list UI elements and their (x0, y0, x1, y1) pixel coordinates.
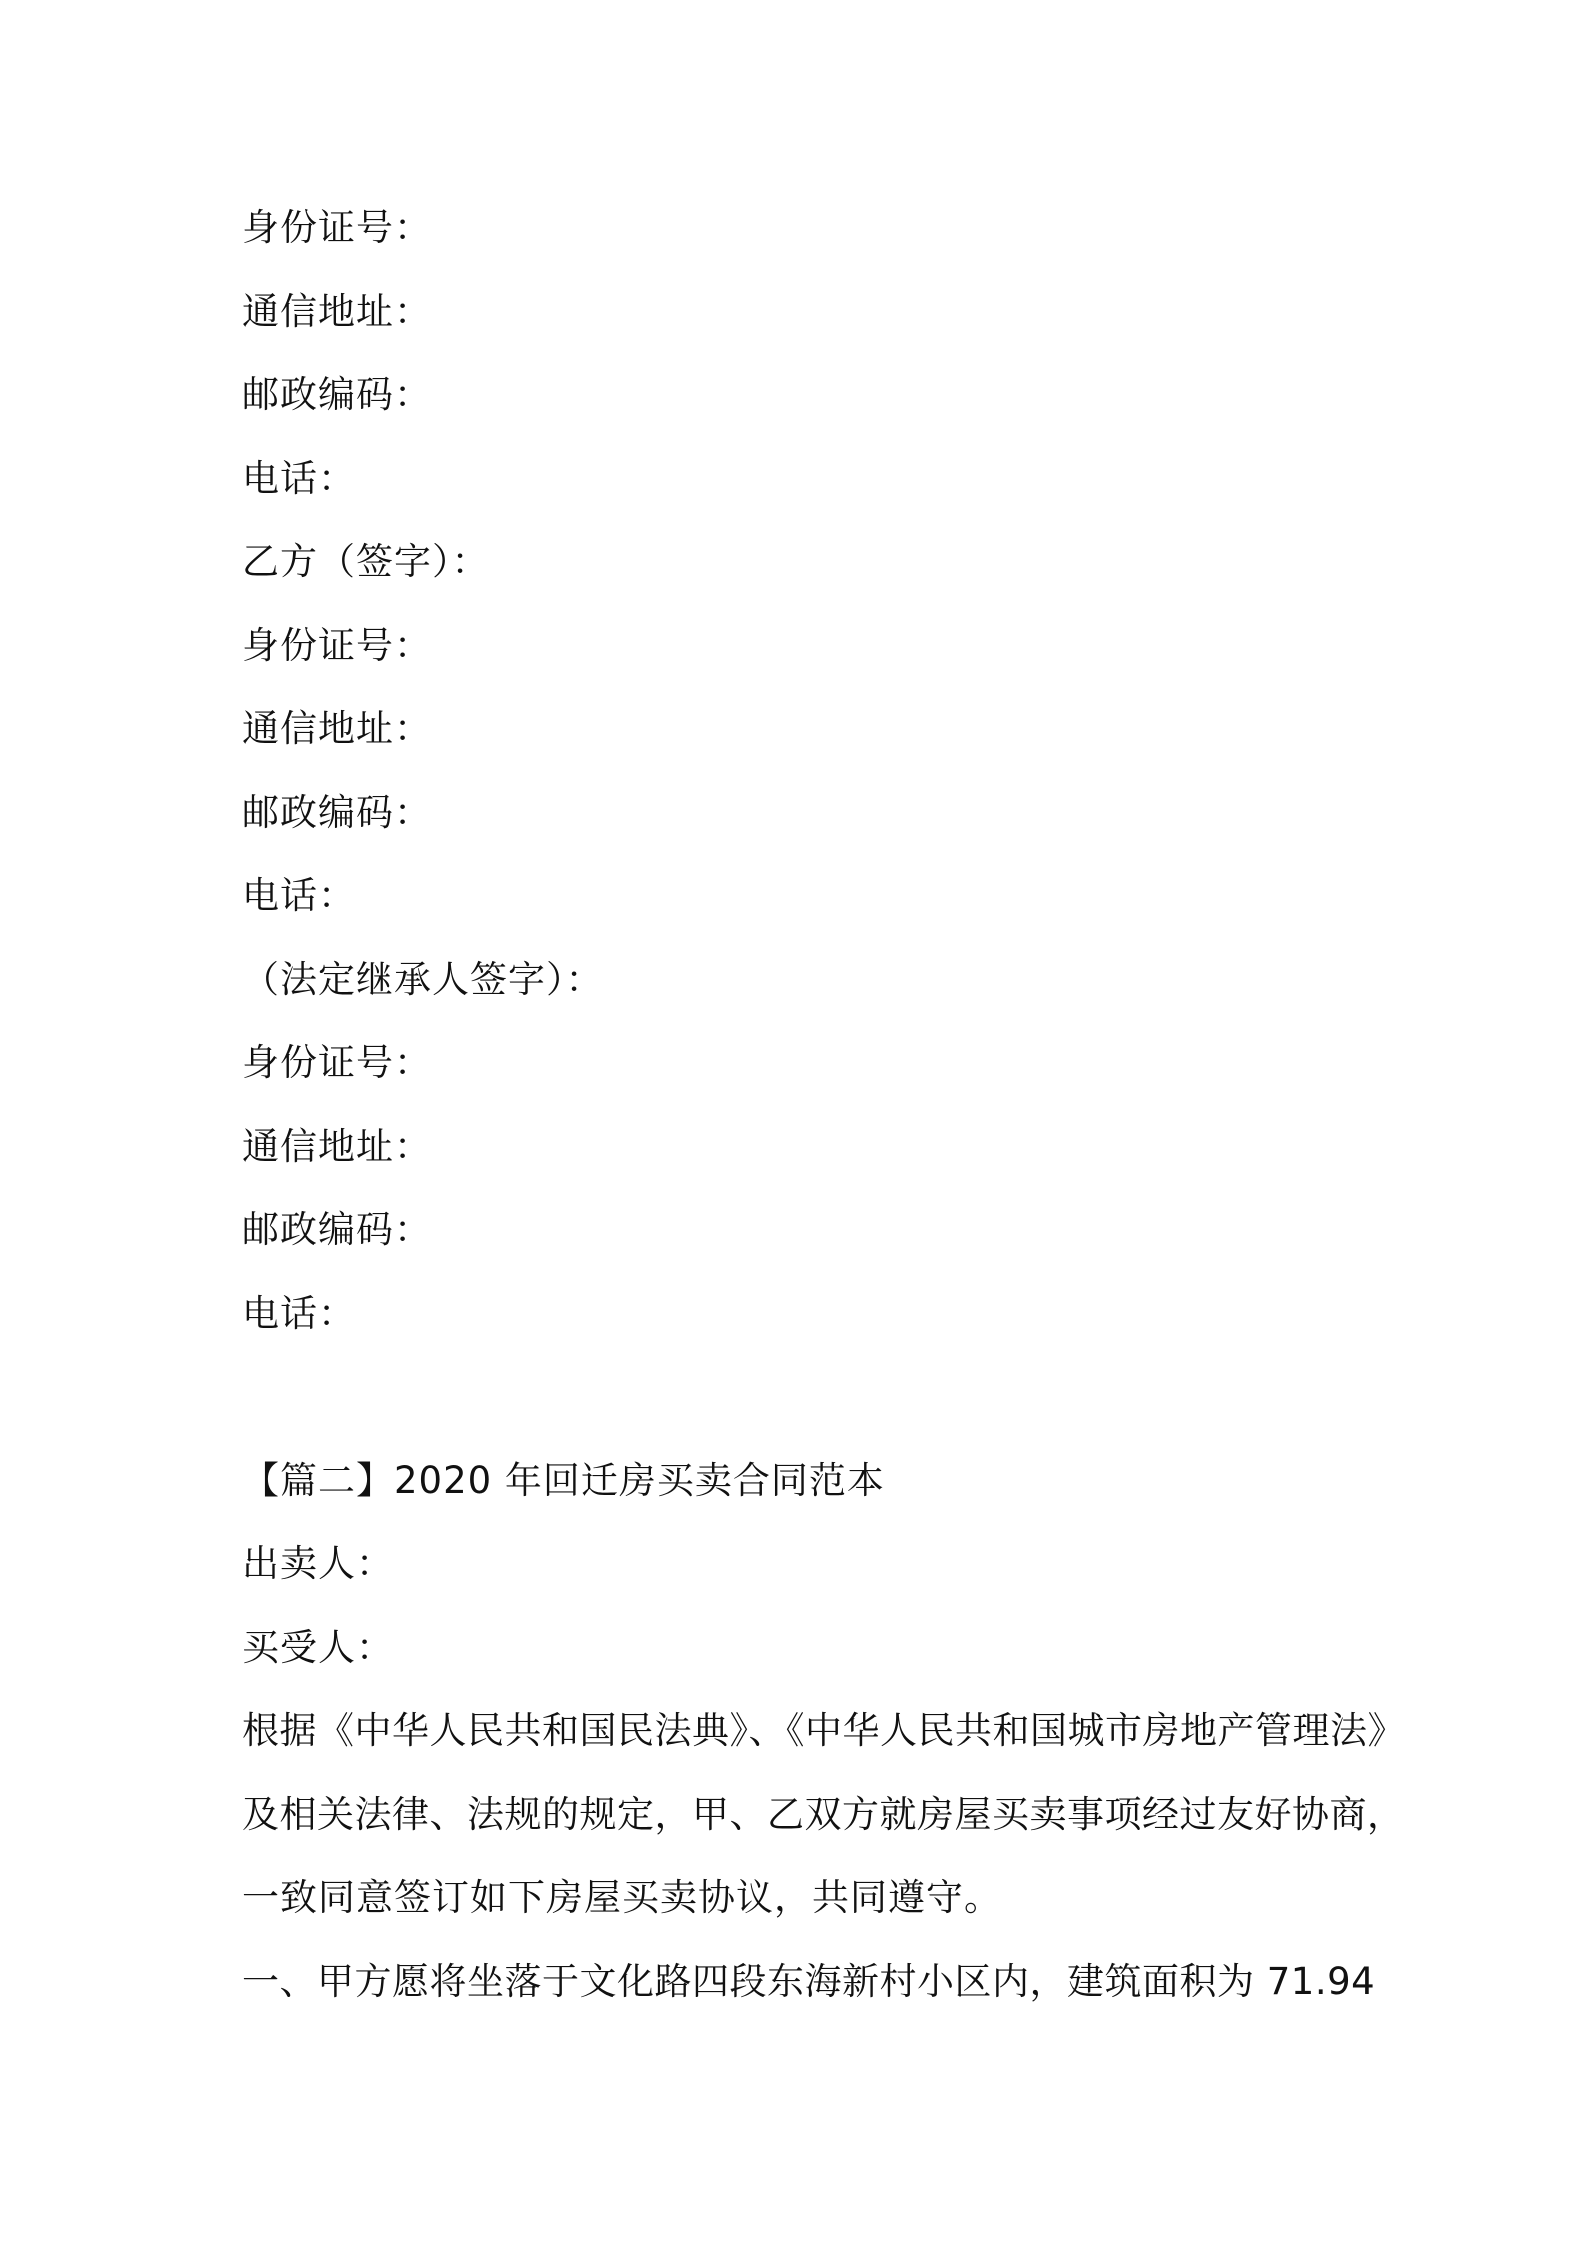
id-number-label-3: 身份证号： (242, 1041, 432, 1084)
postal-code-label-1: 邮政编码： (242, 373, 432, 416)
phone-label-2: 电话： (242, 874, 356, 917)
postal-code-label-2: 邮政编码： (242, 791, 432, 834)
id-number-label-2: 身份证号： (242, 624, 432, 667)
clause-one-line-1: 一、甲方愿将坐落于文化路四段东海新村小区内，建筑面积为 71.94 (242, 1960, 1376, 2003)
phone-label-3: 电话： (242, 1292, 356, 1335)
id-number-label-1: 身份证号： (242, 206, 432, 249)
buyer-label: 买受人： (242, 1626, 394, 1669)
address-label-1: 通信地址： (242, 290, 432, 333)
legal-heir-signature-label: （法定继承人签字）： (242, 958, 604, 1001)
body-paragraph-line-2: 及相关法律、法规的规定，甲、乙双方就房屋买卖事项经过友好协商， (242, 1793, 1405, 1836)
seller-label: 出卖人： (242, 1542, 394, 1585)
phone-label-1: 电话： (242, 457, 356, 500)
address-label-2: 通信地址： (242, 707, 432, 750)
address-label-3: 通信地址： (242, 1125, 432, 1168)
postal-code-label-3: 邮政编码： (242, 1208, 432, 1251)
body-paragraph-line-3: 一致同意签订如下房屋买卖协议，共同遵守。 (242, 1876, 1002, 1919)
body-paragraph-line-1: 根据《中华人民共和国民法典》、《中华人民共和国城市房地产管理法》 (242, 1709, 1405, 1752)
section-heading: 【篇二】2020 年回迁房买卖合同范本 (242, 1459, 885, 1502)
party-b-signature-label: 乙方（签字）： (242, 540, 490, 583)
